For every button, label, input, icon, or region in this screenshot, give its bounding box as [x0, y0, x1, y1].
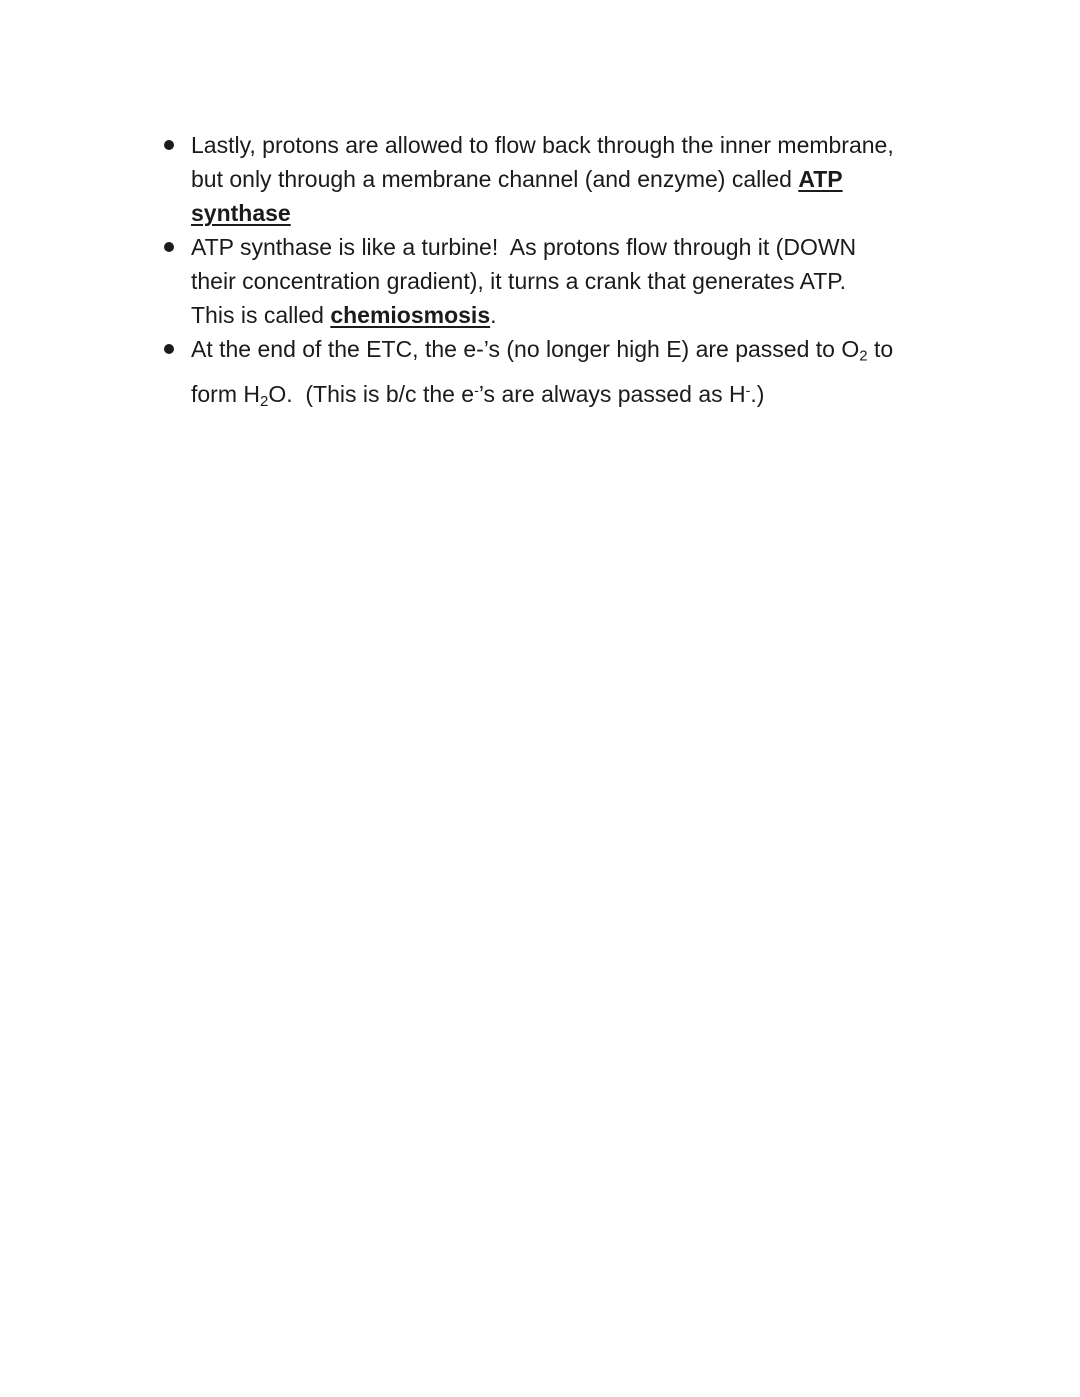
bullet-text — [191, 332, 963, 419]
text-segment: At the end of the ETC, the e-’s (no longer high E) are passed to O — [191, 336, 860, 362]
text-segment: - — [745, 382, 751, 399]
text-segment: their concentration gradient), it turns a crank that generates ATP. — [191, 268, 847, 294]
text-segment: synthase — [191, 200, 291, 226]
bullet-item — [163, 128, 963, 230]
bullet-list — [163, 128, 963, 419]
text-segment: chemiosmosis — [330, 302, 491, 328]
text-line — [191, 264, 963, 298]
text-segment: .) — [750, 380, 765, 407]
text-segment: but only through a membrane channel (and enzyme) called — [191, 166, 799, 192]
text-segment: ATP — [798, 166, 843, 192]
text-segment: 2 — [859, 347, 868, 365]
text-segment: O. (This is b/c the e — [268, 380, 475, 407]
bullet-text — [191, 128, 963, 230]
text-line — [191, 196, 963, 230]
bullet-dot-icon — [163, 332, 191, 354]
text-line — [191, 230, 963, 264]
text-segment: 2 — [260, 392, 269, 410]
text-segment: . — [490, 302, 497, 328]
text-segment: to — [867, 336, 894, 362]
text-line — [191, 298, 963, 332]
text-line — [191, 332, 963, 374]
bullet-dot-icon — [163, 128, 191, 150]
bullet-item — [163, 230, 963, 332]
text-segment: Lastly, protons are allowed to flow back through the inner membrane, — [191, 132, 894, 158]
text-line — [191, 162, 963, 196]
bullet-text — [191, 230, 963, 332]
text-segment: This is called — [191, 302, 331, 328]
text-segment: - — [474, 382, 479, 399]
bullet-dot-icon — [163, 230, 191, 252]
text-line — [191, 374, 963, 419]
text-segment: ’s are always passed as H — [478, 380, 746, 407]
text-line — [191, 128, 963, 162]
text-segment: ATP synthase is like a turbine! As protons flow through it (DOWN — [191, 234, 857, 260]
text-segment: form H — [191, 380, 260, 407]
bullet-item — [163, 332, 963, 419]
